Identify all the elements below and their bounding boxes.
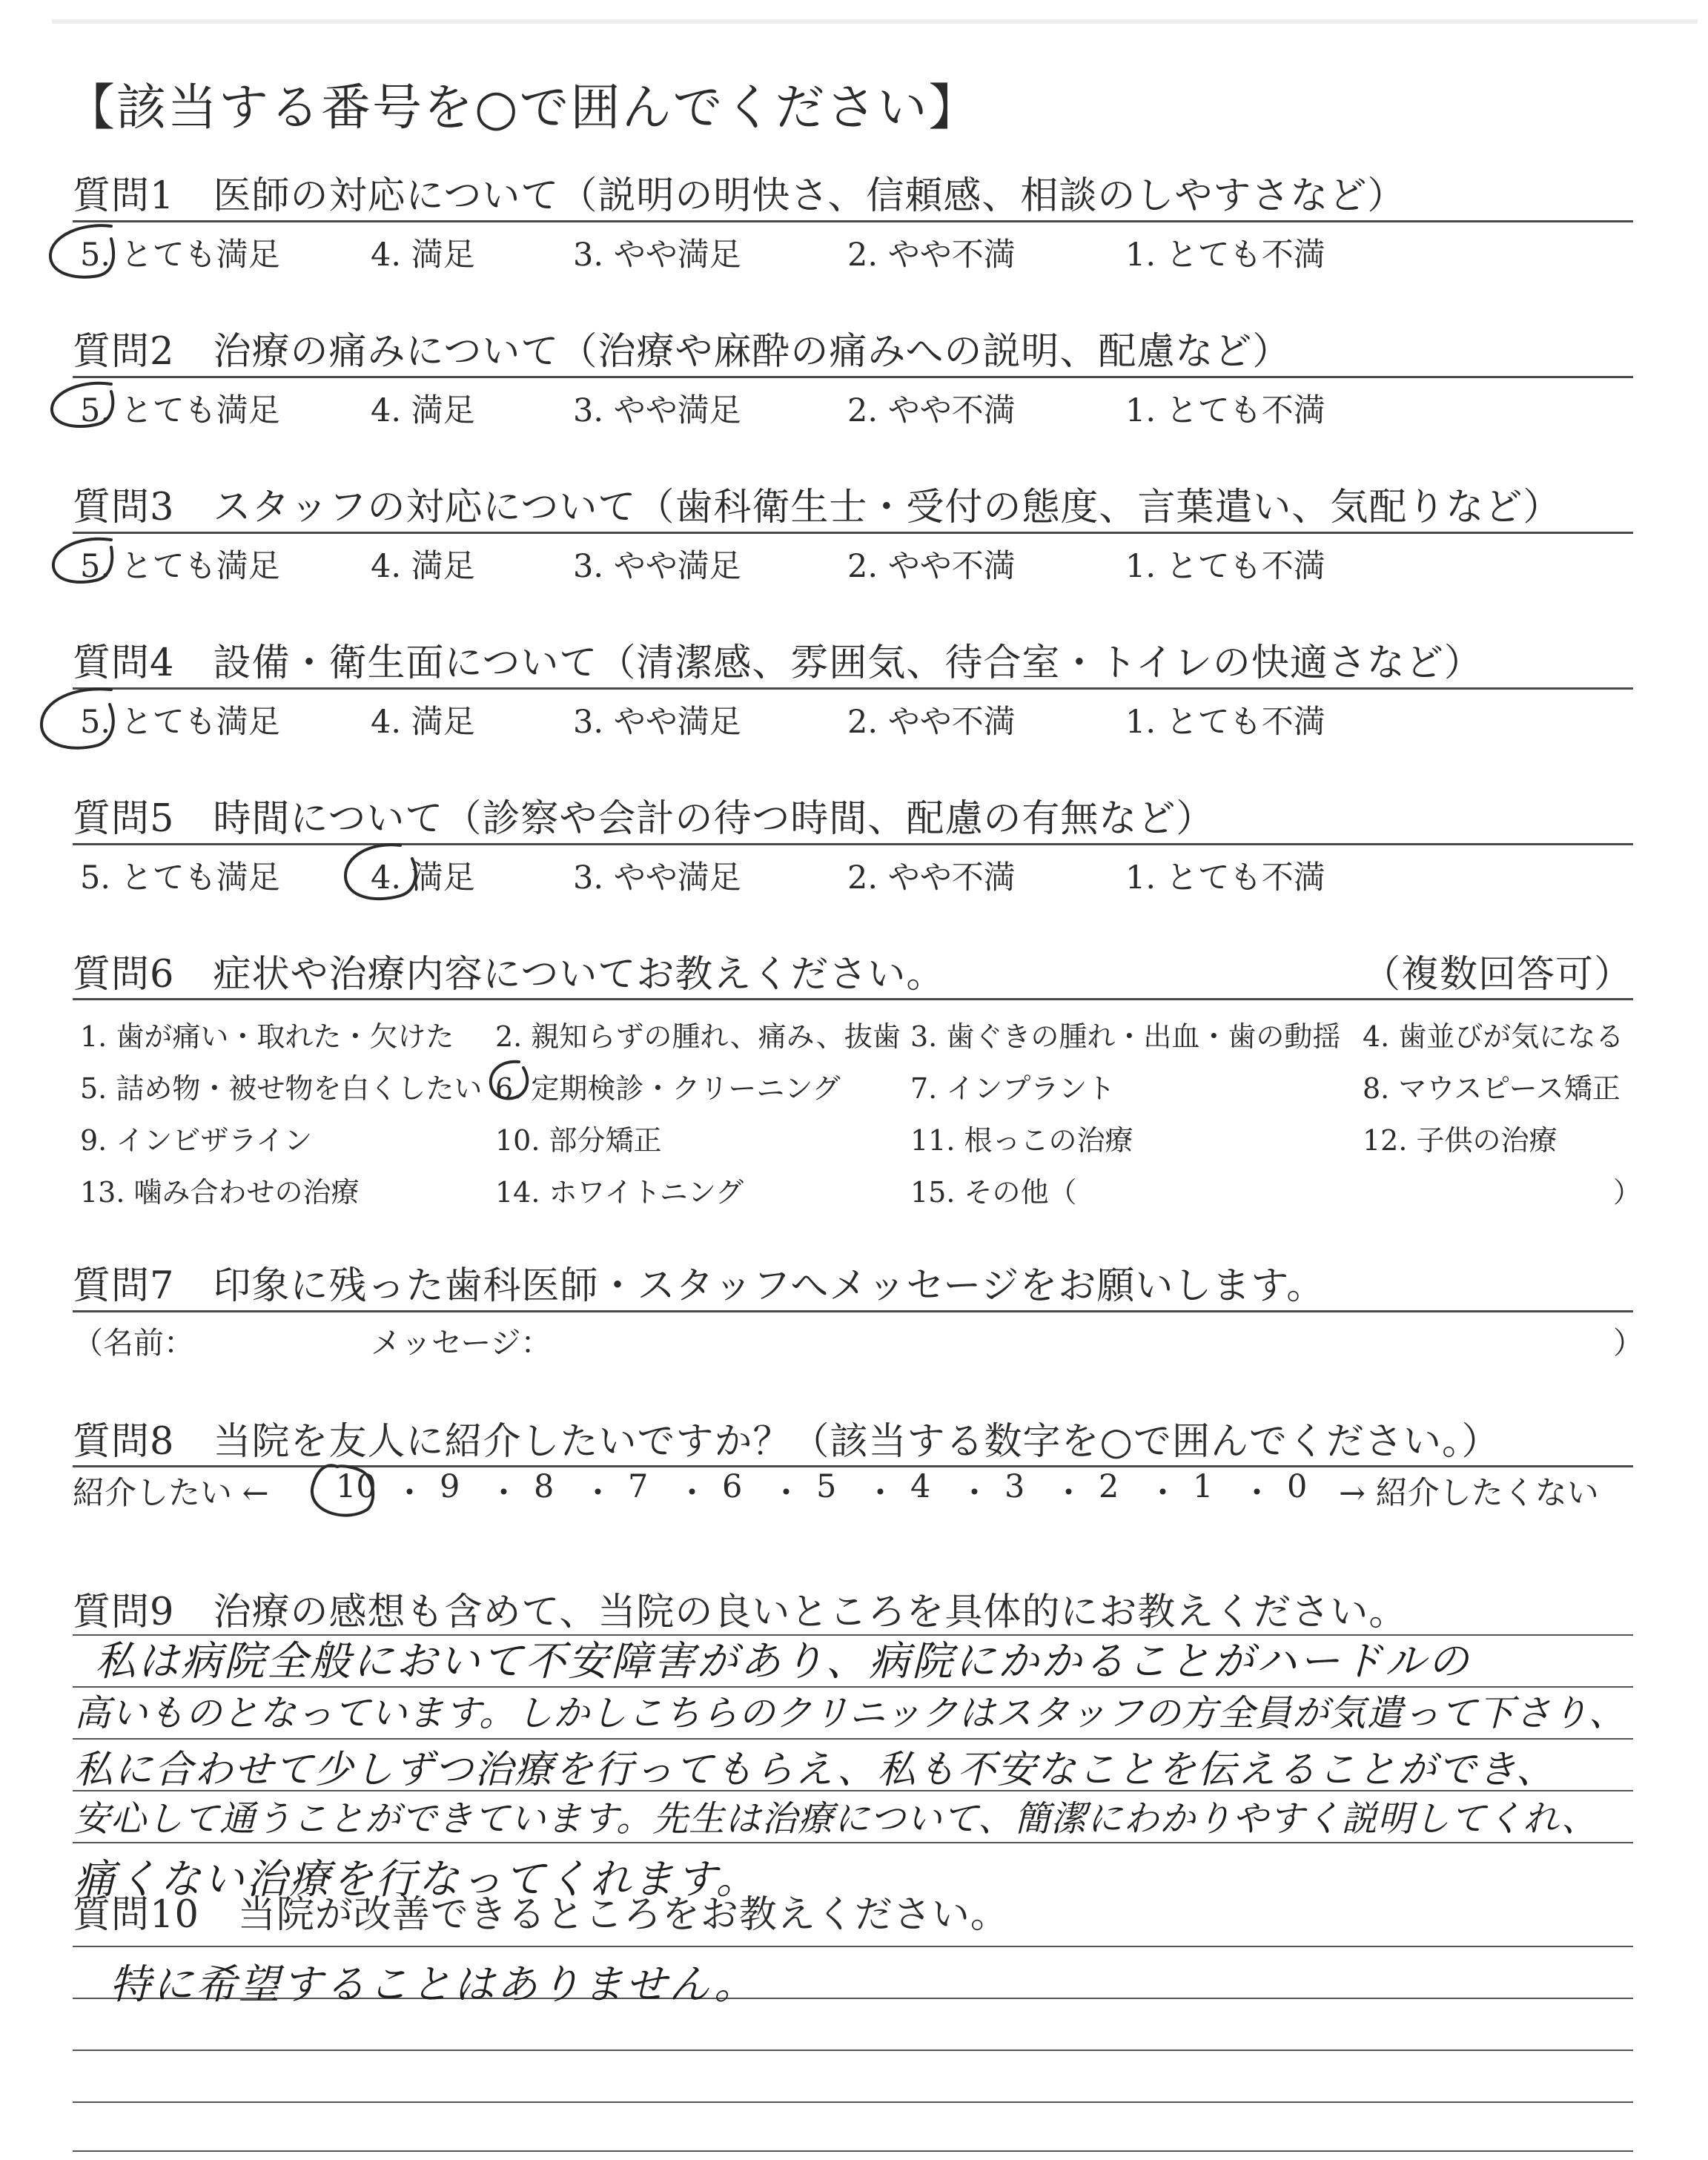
question-1-rule (73, 220, 1633, 222)
scale-separator: ・ (394, 1475, 426, 1512)
q2-option-1[interactable]: 1. とても不満 (1125, 392, 1325, 429)
question-2-title: 質問2 治療の痛みについて（治療や麻酔の痛みへの説明、配慮など） (73, 330, 1291, 374)
scale-6[interactable]: 6 (722, 1468, 743, 1505)
question-6-title (73, 943, 1633, 998)
scale-separator: ・ (959, 1475, 990, 1512)
q5-option-2[interactable]: 2. やや不満 (847, 859, 1016, 896)
q9-answer-line-3[interactable]: 私に合わせて少しずつ治療を行ってもらえ、私も不安なことを伝えることができ、 (74, 1748, 1557, 1792)
q10-answer-line-1[interactable]: 特に希望することはありません。 (110, 1961, 758, 2008)
scale-10[interactable]: 10 (336, 1468, 377, 1505)
q10-answer-line (73, 2150, 1633, 2152)
q9-answer-line-2[interactable]: 高いものとなっています。しかしこちらのクリニックはスタッフの方全員が気遣って下さり、 (74, 1692, 1626, 1734)
scale-separator: ・ (1053, 1475, 1085, 1512)
question-5-title: 質問5 時間について（診察や会計の待つ時間、配慮の有無など） (73, 797, 1215, 841)
question-5-rule (73, 843, 1633, 845)
q6-item-6[interactable]: 6. 定期検診・クリーニング (495, 1072, 841, 1105)
question-10-title: 質問10 当院が改善できるところをお教えください。 (73, 1893, 1009, 1937)
question-3-rule (73, 532, 1633, 534)
q6-other-close-paren: ） (1613, 1176, 1642, 1209)
question-4-title: 質問4 設備・衛生面について（清潔感、雰囲気、待合室・トイレの快適さなど） (73, 641, 1483, 685)
q9-answer-line (73, 1842, 1633, 1843)
scale-1[interactable]: 1 (1193, 1468, 1214, 1505)
scale-separator: ・ (582, 1475, 614, 1512)
recommend-scale (73, 1468, 1633, 1513)
q3-option-4[interactable]: 4. 満足 (371, 548, 475, 585)
scale-2[interactable]: 2 (1099, 1468, 1119, 1505)
q2-option-4[interactable]: 4. 満足 (371, 392, 475, 429)
q1-option-3[interactable]: 3. やや満足 (573, 237, 741, 274)
q6-item-11[interactable]: 11. 根っこの治療 (910, 1124, 1133, 1157)
q4-option-2[interactable]: 2. やや不満 (847, 704, 1016, 741)
scale-separator: ・ (864, 1475, 896, 1512)
q4-option-4[interactable]: 4. 満足 (371, 704, 475, 741)
question-6-rule (73, 998, 1633, 1000)
q9-answer-line-5[interactable]: 痛くない治療を行なってくれます。 (74, 1855, 759, 1903)
q6-item-10[interactable]: 10. 部分矯正 (495, 1124, 662, 1157)
scale-separator: ・ (676, 1475, 708, 1512)
q3-option-5[interactable]: 5. とても満足 (80, 548, 280, 585)
q5-option-4[interactable]: 4. 満足 (371, 859, 475, 896)
scale-3[interactable]: 3 (1004, 1468, 1025, 1505)
q2-option-3[interactable]: 3. やや満足 (573, 392, 741, 429)
scale-separator: ・ (1241, 1475, 1273, 1512)
q2-option-2[interactable]: 2. やや不満 (847, 392, 1016, 429)
q5-option-3[interactable]: 3. やや満足 (573, 859, 741, 896)
question-6-title-text: 質問6 症状や治療内容についてお教えください。 (73, 953, 945, 997)
q6-item-14[interactable]: 14. ホワイトニング (495, 1176, 744, 1209)
question-9-title: 質問9 治療の感想も含めて、当院の良いところを具体的にお教えください。 (73, 1591, 1408, 1634)
question-7-title: 質問7 印象に残った歯科医師・スタッフへメッセージをお願いします。 (73, 1264, 1325, 1308)
q1-option-5[interactable]: 5. とても満足 (80, 237, 280, 274)
q3-option-1[interactable]: 1. とても不満 (1125, 548, 1325, 585)
q6-item-8[interactable]: 8. マウスピース矯正 (1363, 1072, 1621, 1105)
question-8-rule (73, 1465, 1633, 1467)
q10-answer-line (73, 2050, 1633, 2051)
q10-answer-line (73, 1946, 1633, 1947)
q1-option-1[interactable]: 1. とても不満 (1125, 237, 1325, 274)
q6-item-13[interactable]: 13. 噛み合わせの治療 (80, 1176, 360, 1209)
scale-separator: ・ (770, 1475, 802, 1512)
scale-separator: ・ (488, 1475, 520, 1512)
scale-separator: ・ (1147, 1475, 1179, 1512)
q9-answer-line-1[interactable]: 私は病院全般において不安障害があり、病院にかかることがハードルの (95, 1637, 1472, 1685)
scale-9[interactable]: 9 (440, 1468, 460, 1505)
q6-item-3[interactable]: 3. 歯ぐきの腫れ・出血・歯の動揺 (910, 1020, 1341, 1053)
q10-answer-line (73, 2101, 1633, 2103)
q6-item-7[interactable]: 7. インプラント (910, 1072, 1116, 1105)
scale-7[interactable]: 7 (628, 1468, 649, 1505)
question-3-title: 質問3 スタッフの対応について（歯科衛生士・受付の態度、言葉遣い、気配りなど） (73, 486, 1562, 529)
q6-item-4[interactable]: 4. 歯並びが気になる (1363, 1020, 1624, 1053)
q4-option-1[interactable]: 1. とても不満 (1125, 704, 1325, 741)
question-7-rule (73, 1310, 1633, 1312)
q7-close-paren: ） (1613, 1325, 1644, 1361)
question-8-title: 質問8 当院を友人に紹介したいですか？（該当する数字を○で囲んでください。） (73, 1420, 1500, 1464)
q2-option-5[interactable]: 5. とても満足 (80, 392, 280, 429)
scale-4[interactable]: 4 (910, 1468, 931, 1505)
q6-item-12[interactable]: 12. 子供の治療 (1363, 1124, 1558, 1157)
q3-option-2[interactable]: 2. やや不満 (847, 548, 1016, 585)
q7-message-label[interactable]: メッセージ： (371, 1325, 552, 1361)
q6-item-2[interactable]: 2. 親知らずの腫れ、痛み、抜歯 (495, 1020, 901, 1053)
q6-item-15[interactable]: 15. その他（ (910, 1176, 1077, 1209)
question-4-rule (73, 687, 1633, 690)
page-heading: 【該当する番号を○で囲んでください】 (65, 79, 980, 136)
q4-option-5[interactable]: 5. とても満足 (80, 704, 280, 741)
q7-name-label: （名前： (73, 1325, 194, 1361)
q1-option-2[interactable]: 2. やや不満 (847, 237, 1016, 274)
q6-item-5[interactable]: 5. 詰め物・被せ物を白くしたい (80, 1072, 483, 1105)
scale-5[interactable]: 5 (816, 1468, 837, 1505)
q6-item-9[interactable]: 9. インビザライン (80, 1124, 313, 1157)
scale-right-label: → 紹介したくない (1339, 1475, 1599, 1512)
q1-option-4[interactable]: 4. 満足 (371, 237, 475, 274)
q5-option-5[interactable]: 5. とても満足 (80, 859, 280, 896)
q5-option-1[interactable]: 1. とても不満 (1125, 859, 1325, 896)
q3-option-3[interactable]: 3. やや満足 (573, 548, 741, 585)
question-1-title: 質問1 医師の対応について（説明の明快さ、信頼感、相談のしやすさなど） (73, 174, 1406, 218)
q9-answer-line-4[interactable]: 安心して通うことができています。先生は治療について、簡潔にわかりやすく説明してくれ、 (74, 1798, 1598, 1840)
scale-left-label: 紹介したい ← (73, 1475, 269, 1512)
multiple-answers-note: （複数回答可） (1363, 953, 1633, 997)
question-2-rule (73, 376, 1633, 378)
scale-8[interactable]: 8 (534, 1468, 555, 1505)
scale-0[interactable]: 0 (1287, 1468, 1308, 1505)
q6-item-1[interactable]: 1. 歯が痛い・取れた・欠けた (80, 1020, 454, 1053)
q4-option-3[interactable]: 3. やや満足 (573, 704, 741, 741)
page-top-edge (52, 19, 1698, 24)
